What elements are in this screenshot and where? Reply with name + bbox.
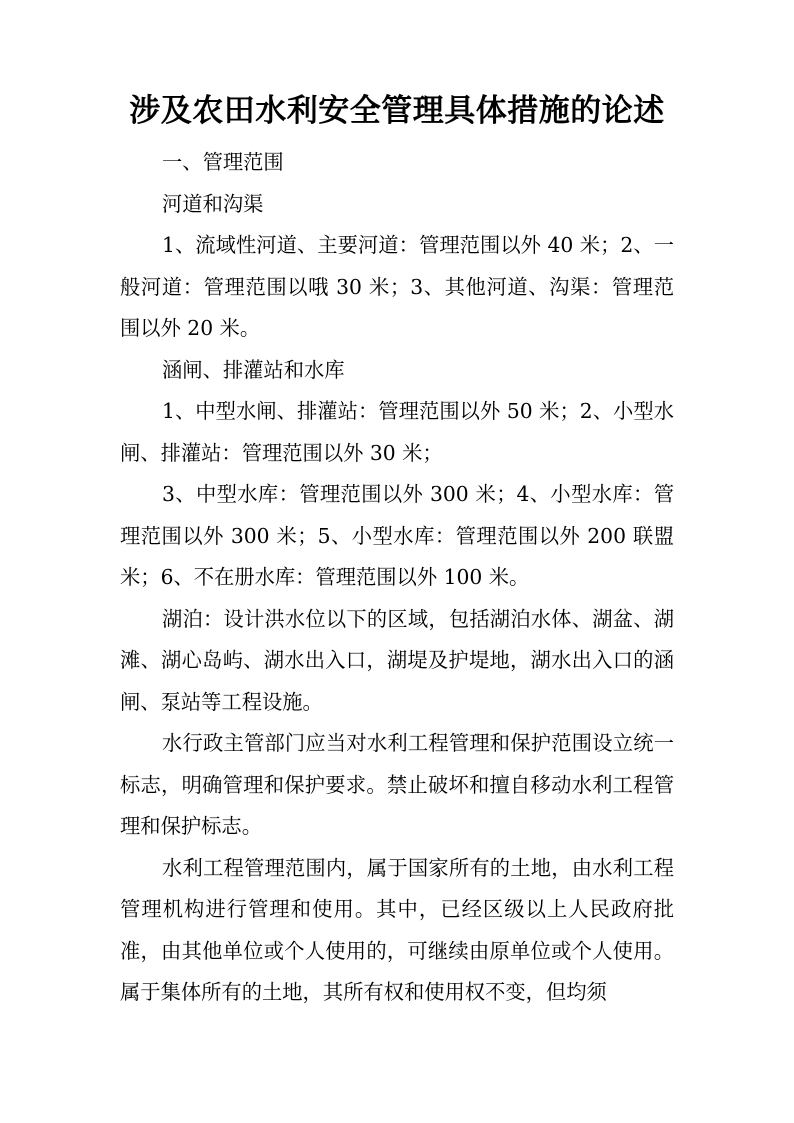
paragraph-sluice-scope: 1、中型水闸、排灌站：管理范围以外 50 米；2、小型水闸、排灌站：管理范围以外 30 米； <box>120 399 674 465</box>
paragraph-signage: 水行政主管部门应当对水利工程管理和保护范围设立统一标志，明确管理和保护要求。禁止破坏和擅自移动水利工程管理和保护标志。 <box>120 731 674 838</box>
paragraph-river-scope: 1、流域性河道、主要河道：管理范围以外 40 米；2、一般河道：管理范围以哦 30 米；3、其他河道、沟渠：管理范围以外 20 米。 <box>120 233 674 340</box>
paragraph-reservoir-scope: 3、中型水库：管理范围以外 300 米；4、小型水库：管理范围以外 300 米；5、小型水库：管理范围以外 200 联盟米；6、不在册水库：管理范围以外 100 米。 <box>120 482 674 589</box>
paragraph-lake-scope: 湖泊：设计洪水位以下的区域，包括湖泊水体、湖盆、湖滩、湖心岛屿、湖水出入口，湖堤及护堤地，湖水出入口的涵闸、泵站等工程设施。 <box>120 606 674 714</box>
section-heading-management-scope: 一、管理范围 <box>162 150 284 174</box>
document-title: 涉及农田水利安全管理具体措施的论述 <box>129 93 665 129</box>
subheading-rivers-and-ditches: 河道和沟渠 <box>162 191 264 216</box>
subheading-sluices-stations-reservoirs: 涵闸、排灌站和水库 <box>162 357 345 382</box>
paragraph-land-management: 水利工程管理范围内，属于国家所有的土地，由水利工程管理机构进行管理和使用。其中，已经区级以上人民政府批准，由其他单位或个人使用的，可继续由原单位或个人使用。属于集体所有的土地，其所有权和使用权不变，但均须 <box>120 855 674 1004</box>
